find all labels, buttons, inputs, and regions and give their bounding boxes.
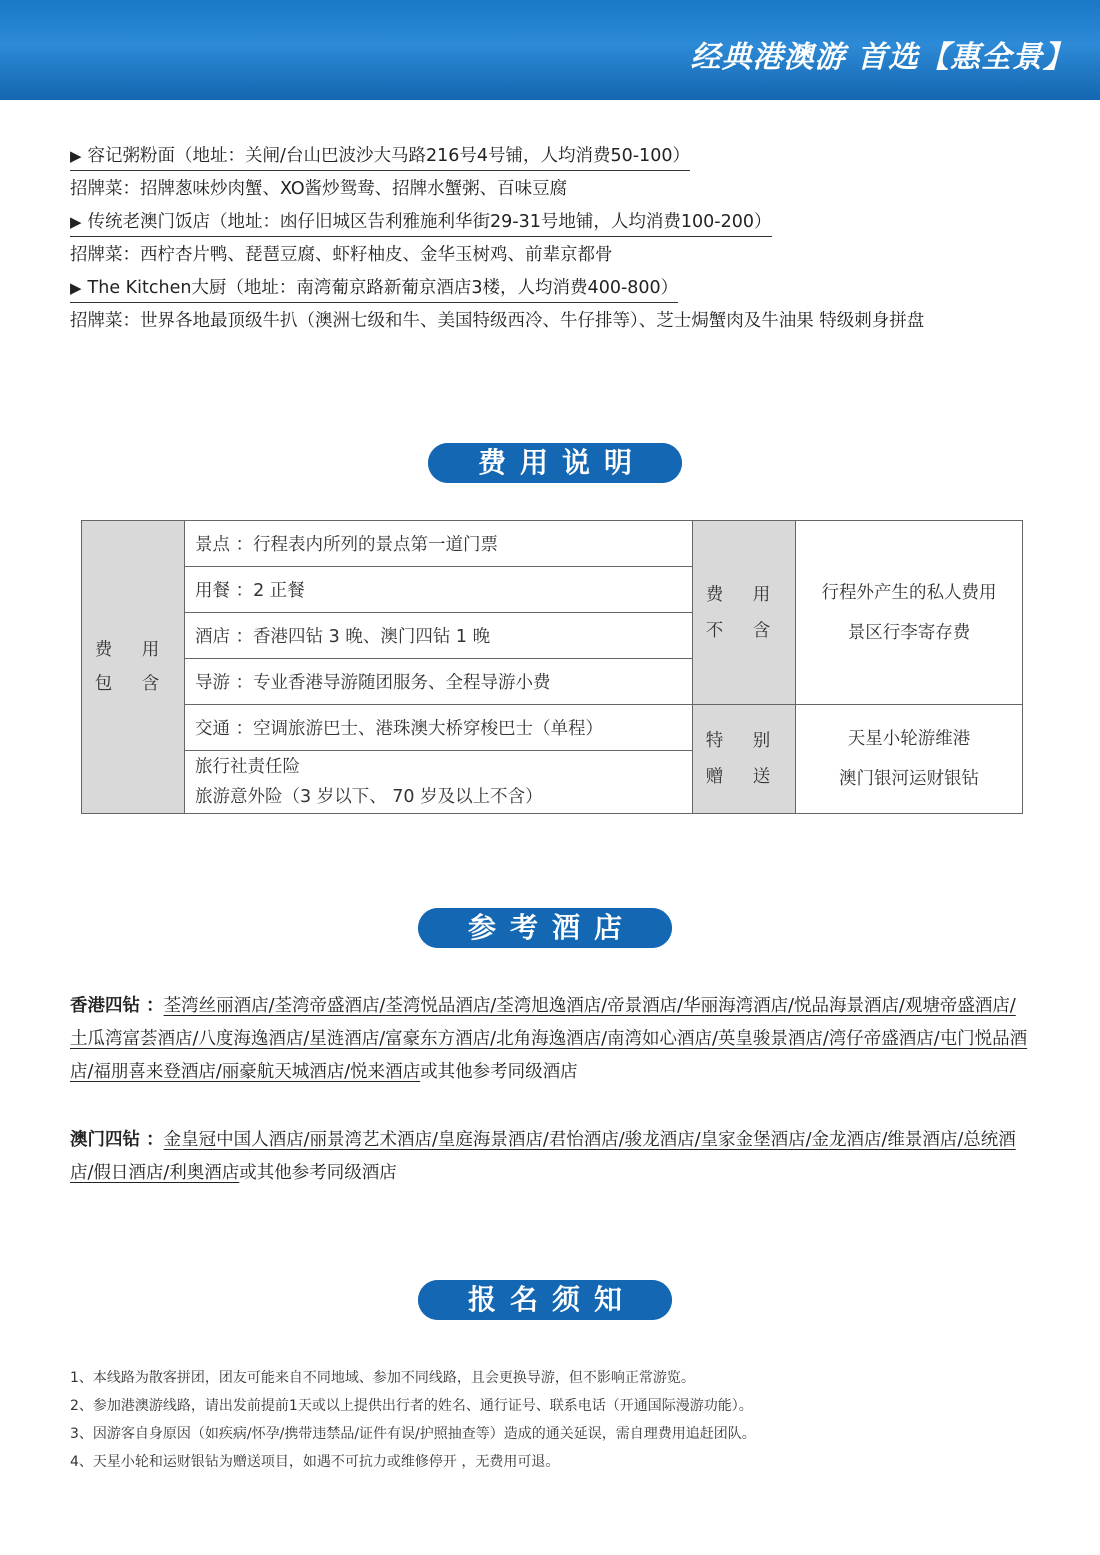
restaurant-dishes: 招牌菜：招牌葱味炒肉蟹、XO酱炒鸳鸯、招牌水蟹粥、百味豆腐 xyxy=(70,179,568,199)
included-item: 景点 ：行程表内所列的景点第一道门票 xyxy=(185,521,693,567)
triangle-icon: ▶ xyxy=(70,147,82,165)
notice-item: 4、天星小轮和运财银钻为赠送项目，如遇不可抗力或维修停开 ，无费用可退。 xyxy=(70,1454,560,1470)
section-title-notice: 报名须知 xyxy=(418,1280,672,1320)
gift-items: 天星小轮游维港 澳门银河运财银钻 xyxy=(796,705,1023,814)
mo-hotels-suffix: 或其他参考同级酒店 xyxy=(239,1163,397,1183)
hk-hotels-label: 香港四钻 ： xyxy=(70,996,164,1016)
mo-hotels-label: 澳门四钻 ： xyxy=(70,1130,164,1150)
restaurant-item xyxy=(70,272,1050,305)
restaurant-dishes: 招牌菜：西柠杏片鸭、琵琶豆腐、虾籽柚皮、金华玉树鸡、前辈京都骨 xyxy=(70,245,613,265)
insurance-item: 旅行社责任险 旅游意外险（3 岁以下、 70 岁及以上不含） xyxy=(185,751,693,814)
gift-label: 特 别 赠 送 xyxy=(693,705,796,814)
fees-table xyxy=(81,520,1023,814)
notice-list xyxy=(70,1364,1050,1476)
included-item: 导游 ：专业香港导游随团服务、全程导游小费 xyxy=(185,659,693,705)
mo-hotels-list: 金皇冠中国人酒店/丽景湾艺术酒店/皇庭海景酒店/君怡酒店/骏龙酒店/皇家金堡酒店/金龙酒店/维景酒店/总统酒店/假日酒店/利奥酒店 xyxy=(70,1130,1016,1183)
section-title-hotels: 参考酒店 xyxy=(418,908,672,948)
hk-hotels xyxy=(70,990,1030,1089)
included-label: 费 用 包 含 xyxy=(82,521,185,814)
triangle-icon: ▶ xyxy=(70,213,82,231)
triangle-icon: ▶ xyxy=(70,279,82,297)
notice-item: 1、本线路为散客拼团，团友可能来自不同地域、参加不同线路，且会更换导游，但不影响正常游览。 xyxy=(70,1370,695,1386)
notice-item: 3、因游客自身原因（如疾病/怀孕/携带违禁品/证件有误/护照抽查等）造成的通关延误，需自理费用追赶团队。 xyxy=(70,1426,756,1442)
restaurant-dishes: 招牌菜：世界各地最顶级牛扒（澳洲七级和牛、美国特级西冷、牛仔排等）、芝士焗蟹肉及牛油果 特级刺身拼盘 xyxy=(70,311,925,331)
hk-hotels-list: 荃湾丝丽酒店/荃湾帝盛酒店/荃湾悦品酒店/荃湾旭逸酒店/帝景酒店/华丽海湾酒店/悦品海景酒店/观塘帝盛酒店/土瓜湾富荟酒店/八度海逸酒店/星涟酒店/富豪东方酒店/北角海逸酒店/南湾如心酒店/英皇骏景酒店/湾仔帝盛酒店/屯门悦品酒店/福朋喜来登酒店/丽豪航天城酒店/悦来酒店 xyxy=(70,996,1028,1082)
restaurant-name: 容记粥粉面（地址：关闸/台山巴波沙大马路216号4号铺，人均消费50-100） xyxy=(87,146,690,166)
restaurant-name: 传统老澳门饭店（地址：凼仔旧城区告利雅施利华街29-31号地铺，人均消费100-200） xyxy=(87,212,772,232)
header-title: 经典港澳游 首选【惠全景】 xyxy=(690,40,1074,75)
included-item: 用餐 ：2 正餐 xyxy=(185,567,693,613)
included-item: 交通 ：空调旅游巴士、港珠澳大桥穿梭巴士（单程） xyxy=(185,705,693,751)
restaurant-list xyxy=(70,140,1050,338)
included-item: 酒店 ：香港四钻 3 晚、澳门四钻 1 晚 xyxy=(185,613,693,659)
restaurant-item xyxy=(70,140,1050,173)
page-header xyxy=(0,0,1100,100)
section-title-fees: 费用说明 xyxy=(428,443,682,483)
notice-item: 2、参加港澳游线路，请出发前提前1天或以上提供出行者的姓名、通行证号、联系电话（开通国际漫游功能）。 xyxy=(70,1398,753,1414)
excluded-items: 行程外产生的私人费用 景区行李寄存费 xyxy=(796,521,1023,705)
mo-hotels xyxy=(70,1124,1030,1190)
excluded-label: 费 用 不 含 xyxy=(693,521,796,705)
restaurant-name: The Kitchen大厨（地址：南湾葡京路新葡京酒店3楼，人均消费400-800） xyxy=(87,278,679,298)
restaurant-item xyxy=(70,206,1050,239)
hk-hotels-suffix: 或其他参考同级酒店 xyxy=(420,1062,578,1082)
